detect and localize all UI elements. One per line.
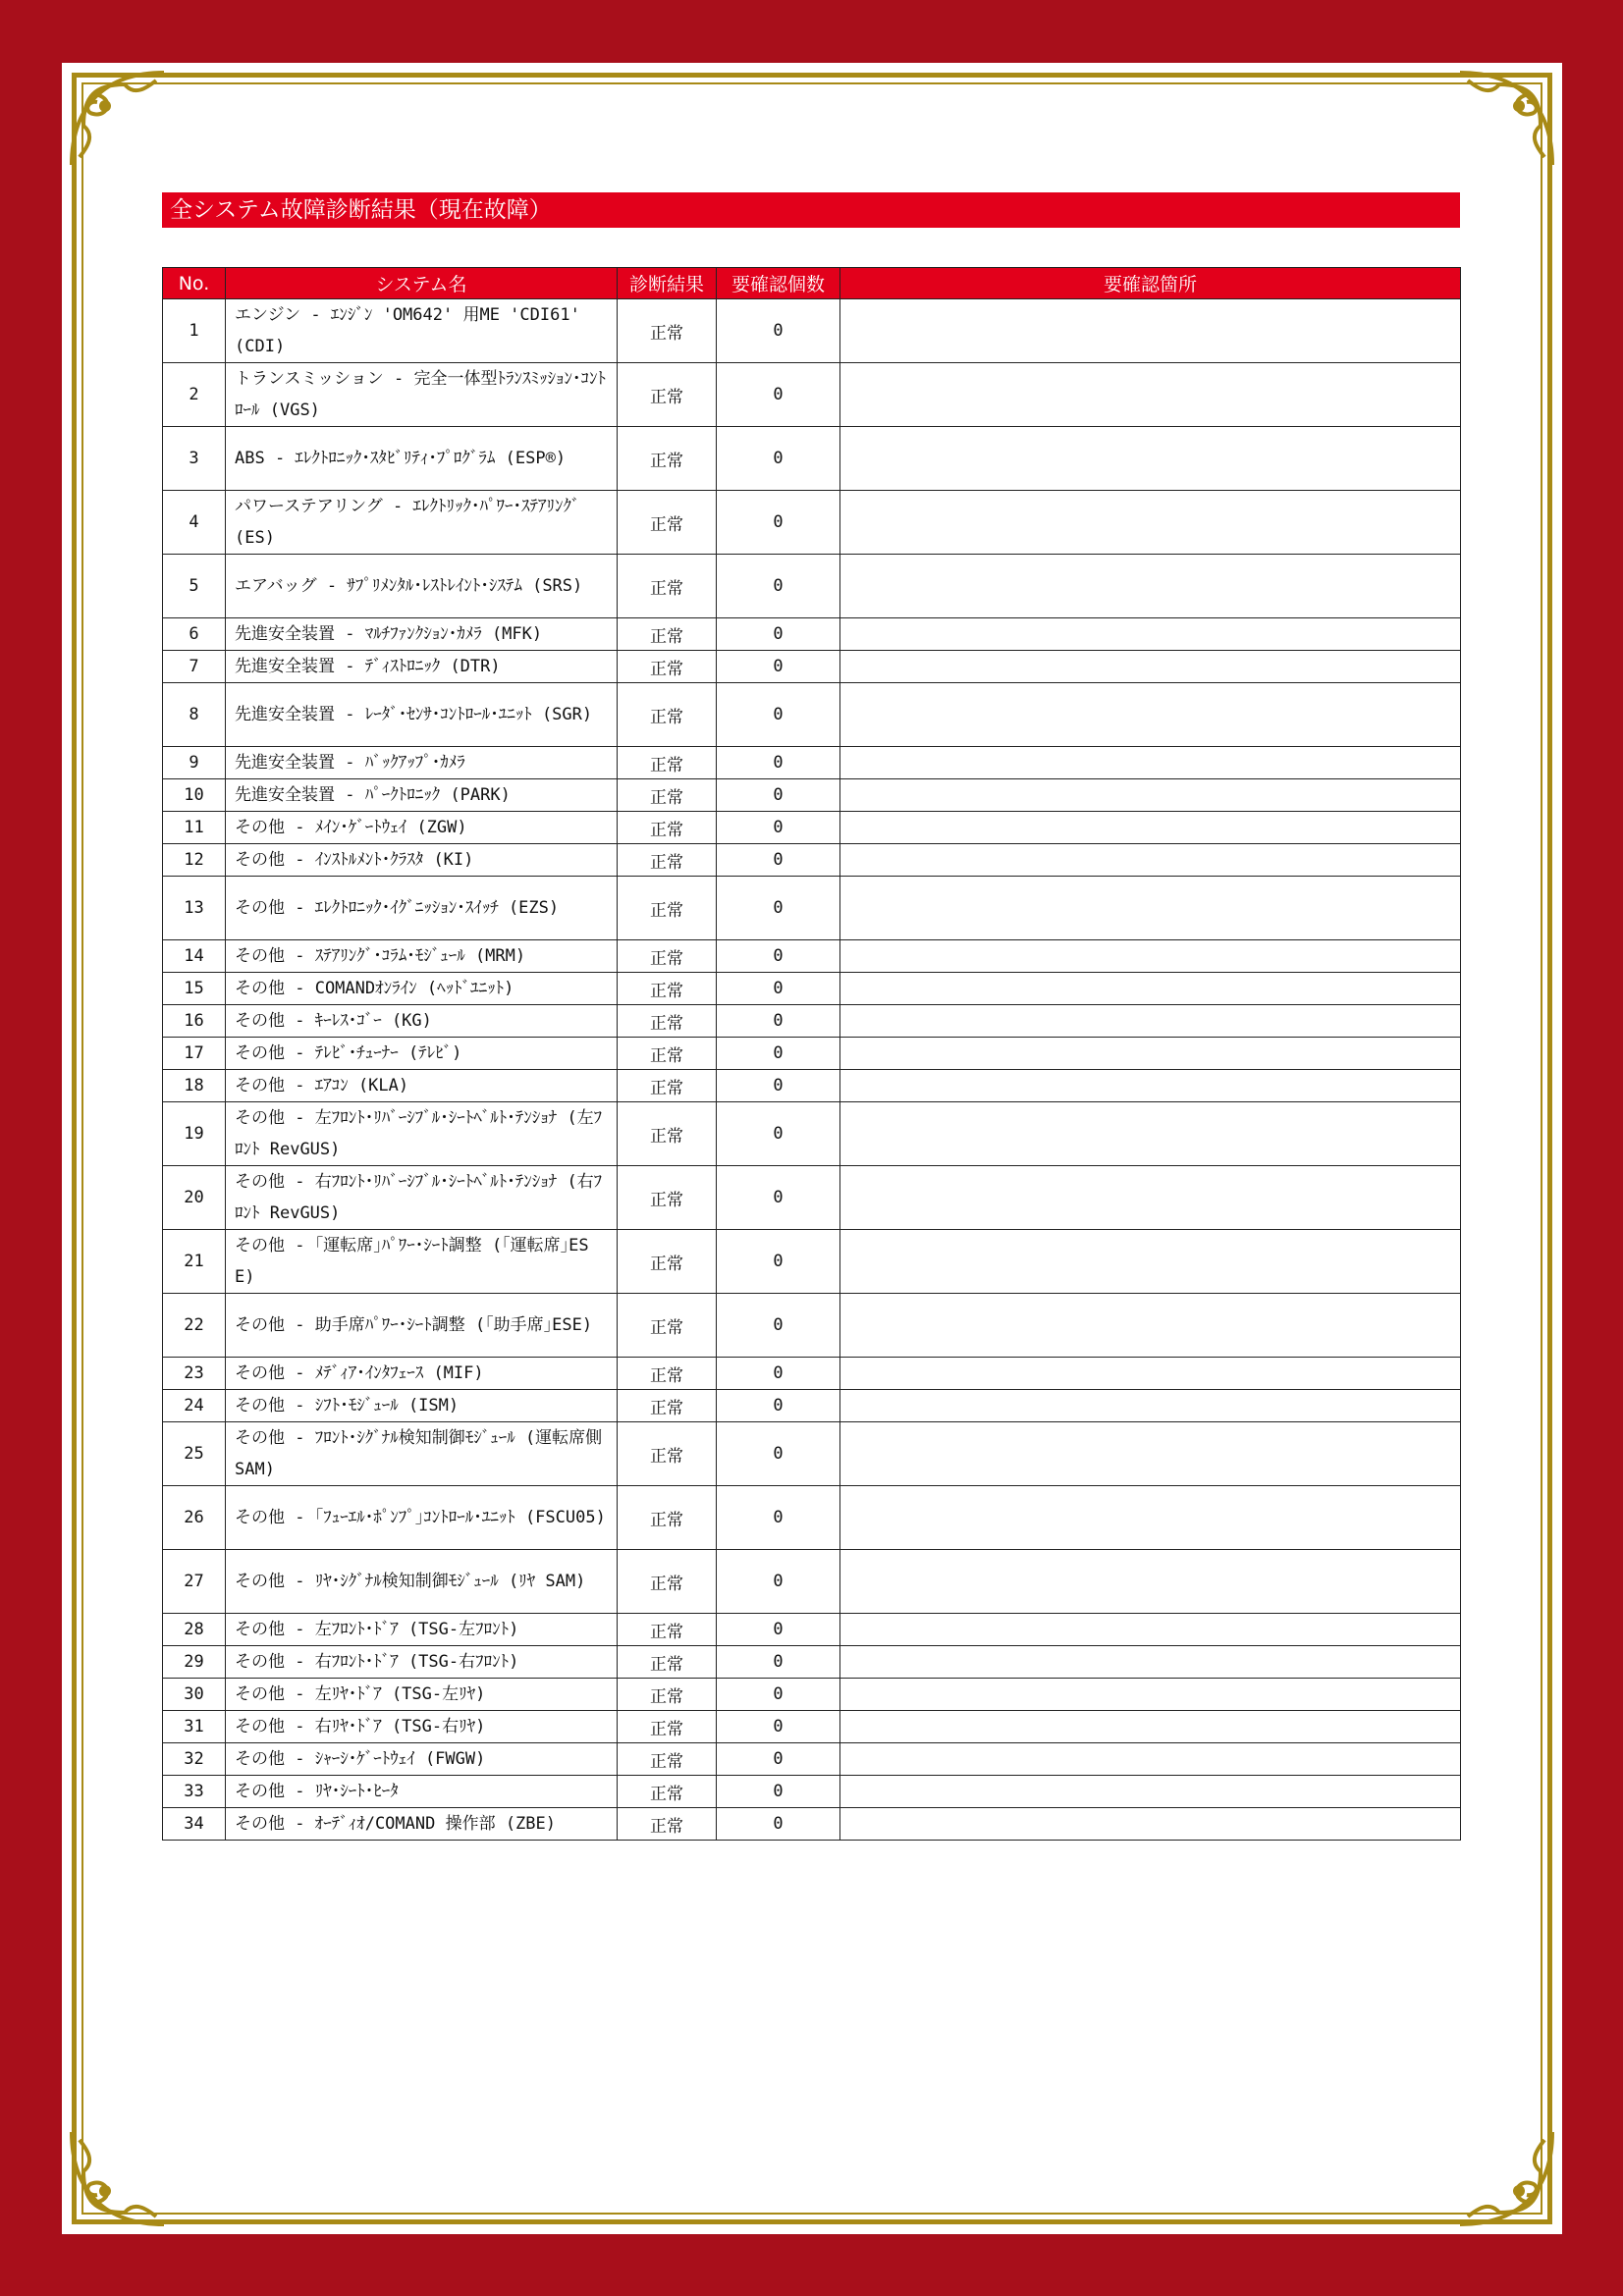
result-cell: 正常 (618, 618, 717, 651)
result-cell: 正常 (618, 1743, 717, 1776)
table-row (163, 1776, 1461, 1808)
system-name-cell: その他 - ｢運転席｣ﾊﾟﾜｰ･ｼｰﾄ調整 (｢運転席｣ESE) (226, 1230, 618, 1294)
check-count-cell: 0 (717, 683, 840, 747)
row-no-cell: 6 (163, 618, 226, 651)
system-name-cell: トランスミッション - 完全一体型ﾄﾗﾝｽﾐｯｼｮﾝ･ｺﾝﾄﾛｰﾙ (VGS) (226, 363, 618, 427)
row-no-cell: 12 (163, 844, 226, 877)
check-count-cell: 0 (717, 1070, 840, 1102)
table-row (163, 555, 1461, 618)
system-name-cell: その他 - ｷｰﾚｽ･ｺﾞｰ (KG) (226, 1005, 618, 1038)
system-name-cell: その他 - COMANDｵﾝﾗｲﾝ (ﾍｯﾄﾞﾕﾆｯﾄ) (226, 973, 618, 1005)
table-row (163, 1422, 1461, 1486)
row-no-cell: 10 (163, 779, 226, 812)
table-row (163, 1614, 1461, 1646)
check-location-cell (840, 1166, 1461, 1230)
header-check-count: 要確認個数 (717, 268, 840, 299)
table-row (163, 1550, 1461, 1614)
check-location-cell (840, 363, 1461, 427)
check-count-cell: 0 (717, 1550, 840, 1614)
check-count-cell: 0 (717, 1776, 840, 1808)
result-cell: 正常 (618, 1038, 717, 1070)
row-no-cell: 13 (163, 877, 226, 940)
check-location-cell (840, 1230, 1461, 1294)
report-sheet (62, 63, 1562, 2234)
table-row (163, 1102, 1461, 1166)
table-row (163, 618, 1461, 651)
check-location-cell (840, 683, 1461, 747)
system-name-cell: パワーステアリング - ｴﾚｸﾄﾘｯｸ･ﾊﾟﾜｰ･ｽﾃｱﾘﾝｸﾞ (ES) (226, 491, 618, 555)
result-cell: 正常 (618, 973, 717, 1005)
check-location-cell (840, 779, 1461, 812)
check-count-cell: 0 (717, 1005, 840, 1038)
check-count-cell: 0 (717, 940, 840, 973)
table-row (163, 1358, 1461, 1390)
row-no-cell: 27 (163, 1550, 226, 1614)
system-name-cell: その他 - 右ﾘﾔ･ﾄﾞｱ (TSG-右ﾘﾔ) (226, 1711, 618, 1743)
system-name-cell: 先進安全装置 - ﾏﾙﾁﾌｧﾝｸｼｮﾝ･ｶﾒﾗ (MFK) (226, 618, 618, 651)
result-cell: 正常 (618, 1776, 717, 1808)
check-location-cell (840, 1005, 1461, 1038)
row-no-cell: 26 (163, 1486, 226, 1550)
header-no: No. (163, 268, 226, 299)
check-location-cell (840, 1422, 1461, 1486)
row-no-cell: 17 (163, 1038, 226, 1070)
row-no-cell: 25 (163, 1422, 226, 1486)
result-cell: 正常 (618, 1358, 717, 1390)
check-location-cell (840, 1646, 1461, 1679)
system-name-cell: その他 - ﾒｲﾝ･ｹﾞｰﾄｳｪｲ (ZGW) (226, 812, 618, 844)
result-cell: 正常 (618, 1422, 717, 1486)
row-no-cell: 18 (163, 1070, 226, 1102)
check-location-cell (840, 812, 1461, 844)
table-row (163, 1808, 1461, 1841)
check-location-cell (840, 299, 1461, 363)
corner-ornament-icon (1448, 67, 1558, 177)
table-row (163, 683, 1461, 747)
row-no-cell: 8 (163, 683, 226, 747)
check-location-cell (840, 940, 1461, 973)
check-count-cell: 0 (717, 1294, 840, 1358)
table-row (163, 1230, 1461, 1294)
row-no-cell: 33 (163, 1776, 226, 1808)
system-name-cell: その他 - ｼﾌﾄ･ﾓｼﾞｭｰﾙ (ISM) (226, 1390, 618, 1422)
result-cell: 正常 (618, 844, 717, 877)
check-count-cell: 0 (717, 747, 840, 779)
check-count-cell: 0 (717, 1646, 840, 1679)
row-no-cell: 3 (163, 427, 226, 491)
check-count-cell: 0 (717, 427, 840, 491)
check-location-cell (840, 1550, 1461, 1614)
result-cell: 正常 (618, 1102, 717, 1166)
check-count-cell: 0 (717, 1422, 840, 1486)
table-row (163, 491, 1461, 555)
table-row (163, 1005, 1461, 1038)
table-row (163, 363, 1461, 427)
result-cell: 正常 (618, 427, 717, 491)
row-no-cell: 14 (163, 940, 226, 973)
check-count-cell: 0 (717, 1743, 840, 1776)
check-location-cell (840, 844, 1461, 877)
result-cell: 正常 (618, 1005, 717, 1038)
table-row (163, 1743, 1461, 1776)
check-count-cell: 0 (717, 844, 840, 877)
row-no-cell: 16 (163, 1005, 226, 1038)
check-location-cell (840, 1294, 1461, 1358)
row-no-cell: 23 (163, 1358, 226, 1390)
system-name-cell: 先進安全装置 - ﾃﾞｨｽﾄﾛﾆｯｸ (DTR) (226, 651, 618, 683)
check-location-cell (840, 1614, 1461, 1646)
result-cell: 正常 (618, 1230, 717, 1294)
check-count-cell: 0 (717, 491, 840, 555)
table-row (163, 877, 1461, 940)
check-count-cell: 0 (717, 1166, 840, 1230)
system-name-cell: その他 - ﾌﾛﾝﾄ･ｼｸﾞﾅﾙ検知制御ﾓｼﾞｭｰﾙ (運転席側SAM) (226, 1422, 618, 1486)
result-cell: 正常 (618, 1486, 717, 1550)
result-cell: 正常 (618, 812, 717, 844)
row-no-cell: 11 (163, 812, 226, 844)
row-no-cell: 7 (163, 651, 226, 683)
system-name-cell: その他 - ﾘﾔ･ｼｸﾞﾅﾙ検知制御ﾓｼﾞｭｰﾙ (ﾘﾔ SAM) (226, 1550, 618, 1614)
result-cell: 正常 (618, 1679, 717, 1711)
system-name-cell: その他 - ﾒﾃﾞｨｱ･ｲﾝﾀﾌｪｰｽ (MIF) (226, 1358, 618, 1390)
check-location-cell (840, 1711, 1461, 1743)
table-row (163, 1166, 1461, 1230)
row-no-cell: 19 (163, 1102, 226, 1166)
check-location-cell (840, 877, 1461, 940)
table-row (163, 844, 1461, 877)
row-no-cell: 15 (163, 973, 226, 1005)
system-name-cell: その他 - ｴｱｺﾝ (KLA) (226, 1070, 618, 1102)
check-location-cell (840, 1390, 1461, 1422)
row-no-cell: 1 (163, 299, 226, 363)
check-location-cell (840, 1679, 1461, 1711)
table-row (163, 427, 1461, 491)
system-name-cell: エアバッグ - ｻﾌﾟﾘﾒﾝﾀﾙ･ﾚｽﾄﾚｲﾝﾄ･ｼｽﾃﾑ (SRS) (226, 555, 618, 618)
check-location-cell (840, 1102, 1461, 1166)
result-cell: 正常 (618, 1614, 717, 1646)
check-count-cell: 0 (717, 618, 840, 651)
check-count-cell: 0 (717, 1102, 840, 1166)
row-no-cell: 30 (163, 1679, 226, 1711)
system-name-cell: その他 - 左ﾘﾔ･ﾄﾞｱ (TSG-左ﾘﾔ) (226, 1679, 618, 1711)
row-no-cell: 34 (163, 1808, 226, 1841)
result-cell: 正常 (618, 1711, 717, 1743)
table-row (163, 1679, 1461, 1711)
check-count-cell: 0 (717, 555, 840, 618)
system-name-cell: その他 - 右ﾌﾛﾝﾄ･ﾘﾊﾞｰｼﾌﾞﾙ･ｼｰﾄﾍﾞﾙﾄ･ﾃﾝｼｮﾅ (右ﾌﾛﾝﾄ RevGUS) (226, 1166, 618, 1230)
check-count-cell: 0 (717, 1711, 840, 1743)
row-no-cell: 29 (163, 1646, 226, 1679)
check-count-cell: 0 (717, 1390, 840, 1422)
result-cell: 正常 (618, 1070, 717, 1102)
section-title: 全システム故障診断結果（現在故障） (162, 192, 1460, 228)
header-result: 診断結果 (618, 268, 717, 299)
header-system-name: システム名 (226, 268, 618, 299)
system-name-cell: その他 - ｵｰﾃﾞｨｵ/COMAND 操作部 (ZBE) (226, 1808, 618, 1841)
result-cell: 正常 (618, 1646, 717, 1679)
table-row (163, 299, 1461, 363)
result-cell: 正常 (618, 1294, 717, 1358)
row-no-cell: 31 (163, 1711, 226, 1743)
row-no-cell: 24 (163, 1390, 226, 1422)
check-count-cell: 0 (717, 1614, 840, 1646)
result-cell: 正常 (618, 1550, 717, 1614)
check-count-cell: 0 (717, 1358, 840, 1390)
row-no-cell: 4 (163, 491, 226, 555)
result-cell: 正常 (618, 1166, 717, 1230)
check-count-cell: 0 (717, 1486, 840, 1550)
system-name-cell: その他 - ｢ﾌｭｰｴﾙ･ﾎﾟﾝﾌﾟ｣ｺﾝﾄﾛｰﾙ･ﾕﾆｯﾄ (FSCU05) (226, 1486, 618, 1550)
table-row (163, 1038, 1461, 1070)
system-name-cell: その他 - 左ﾌﾛﾝﾄ･ﾄﾞｱ (TSG-左ﾌﾛﾝﾄ) (226, 1614, 618, 1646)
table-row (163, 1294, 1461, 1358)
check-location-cell (840, 651, 1461, 683)
row-no-cell: 32 (163, 1743, 226, 1776)
system-name-cell: その他 - ﾘﾔ･ｼｰﾄ･ﾋｰﾀ (226, 1776, 618, 1808)
system-name-cell: エンジン - ｴﾝｼﾞﾝ 'OM642' 用ME 'CDI61' (CDI) (226, 299, 618, 363)
table-row (163, 747, 1461, 779)
check-count-cell: 0 (717, 363, 840, 427)
system-name-cell: その他 - 助手席ﾊﾟﾜｰ･ｼｰﾄ調整 (｢助手席｣ESE) (226, 1294, 618, 1358)
check-location-cell (840, 1070, 1461, 1102)
table-row (163, 1711, 1461, 1743)
check-location-cell (840, 1486, 1461, 1550)
system-name-cell: 先進安全装置 - ﾊﾟｰｸﾄﾛﾆｯｸ (PARK) (226, 779, 618, 812)
header-check-location: 要確認箇所 (840, 268, 1461, 299)
table-header-row (163, 268, 1461, 299)
row-no-cell: 28 (163, 1614, 226, 1646)
check-location-cell (840, 1358, 1461, 1390)
system-name-cell: その他 - ｼｬｰｼ･ｹﾞｰﾄｳｪｲ (FWGW) (226, 1743, 618, 1776)
table-row (163, 651, 1461, 683)
system-name-cell: その他 - ｴﾚｸﾄﾛﾆｯｸ･ｲｸﾞﾆｯｼｮﾝ･ｽｲｯﾁ (EZS) (226, 877, 618, 940)
check-location-cell (840, 973, 1461, 1005)
check-location-cell (840, 747, 1461, 779)
table-row (163, 1390, 1461, 1422)
result-cell: 正常 (618, 877, 717, 940)
row-no-cell: 22 (163, 1294, 226, 1358)
table-row (163, 1070, 1461, 1102)
result-cell: 正常 (618, 683, 717, 747)
system-name-cell: 先進安全装置 - ﾚｰﾀﾞ･ｾﾝｻ･ｺﾝﾄﾛｰﾙ･ﾕﾆｯﾄ (SGR) (226, 683, 618, 747)
table-row (163, 812, 1461, 844)
result-cell: 正常 (618, 651, 717, 683)
table-row (163, 940, 1461, 973)
check-count-cell: 0 (717, 812, 840, 844)
check-location-cell (840, 555, 1461, 618)
system-name-cell: ABS - ｴﾚｸﾄﾛﾆｯｸ･ｽﾀﾋﾞﾘﾃｨ･ﾌﾟﾛｸﾞﾗﾑ (ESP®) (226, 427, 618, 491)
table-row (163, 1486, 1461, 1550)
result-cell: 正常 (618, 491, 717, 555)
result-cell: 正常 (618, 555, 717, 618)
corner-ornament-icon (66, 67, 176, 177)
row-no-cell: 5 (163, 555, 226, 618)
row-no-cell: 2 (163, 363, 226, 427)
result-cell: 正常 (618, 1808, 717, 1841)
system-name-cell: その他 - ｲﾝｽﾄﾙﾒﾝﾄ･ｸﾗｽﾀ (KI) (226, 844, 618, 877)
table-row (163, 973, 1461, 1005)
check-location-cell (840, 427, 1461, 491)
system-name-cell: その他 - ﾃﾚﾋﾞ･ﾁｭｰﾅｰ (ﾃﾚﾋﾞ) (226, 1038, 618, 1070)
result-cell: 正常 (618, 779, 717, 812)
table-row (163, 1646, 1461, 1679)
result-cell: 正常 (618, 363, 717, 427)
check-count-cell: 0 (717, 1230, 840, 1294)
system-name-cell: その他 - 左ﾌﾛﾝﾄ･ﾘﾊﾞｰｼﾌﾞﾙ･ｼｰﾄﾍﾞﾙﾄ･ﾃﾝｼｮﾅ (左ﾌﾛﾝﾄ RevGUS) (226, 1102, 618, 1166)
check-count-cell: 0 (717, 1038, 840, 1070)
corner-ornament-icon (1448, 2120, 1558, 2230)
system-name-cell: その他 - ｽﾃｱﾘﾝｸﾞ･ｺﾗﾑ･ﾓｼﾞｭｰﾙ (MRM) (226, 940, 618, 973)
check-location-cell (840, 1776, 1461, 1808)
check-count-cell: 0 (717, 973, 840, 1005)
system-name-cell: その他 - 右ﾌﾛﾝﾄ･ﾄﾞｱ (TSG-右ﾌﾛﾝﾄ) (226, 1646, 618, 1679)
row-no-cell: 21 (163, 1230, 226, 1294)
corner-ornament-icon (66, 2120, 176, 2230)
check-count-cell: 0 (717, 1808, 840, 1841)
check-count-cell: 0 (717, 651, 840, 683)
row-no-cell: 20 (163, 1166, 226, 1230)
check-location-cell (840, 1038, 1461, 1070)
check-count-cell: 0 (717, 299, 840, 363)
check-location-cell (840, 491, 1461, 555)
row-no-cell: 9 (163, 747, 226, 779)
result-cell: 正常 (618, 299, 717, 363)
system-name-cell: 先進安全装置 - ﾊﾞｯｸｱｯﾌﾟ･ｶﾒﾗ (226, 747, 618, 779)
result-cell: 正常 (618, 1390, 717, 1422)
check-count-cell: 0 (717, 779, 840, 812)
result-cell: 正常 (618, 940, 717, 973)
check-location-cell (840, 618, 1461, 651)
check-location-cell (840, 1808, 1461, 1841)
table-row (163, 779, 1461, 812)
check-count-cell: 0 (717, 1679, 840, 1711)
diagnosis-table (162, 267, 1461, 1841)
check-count-cell: 0 (717, 877, 840, 940)
result-cell: 正常 (618, 747, 717, 779)
check-location-cell (840, 1743, 1461, 1776)
